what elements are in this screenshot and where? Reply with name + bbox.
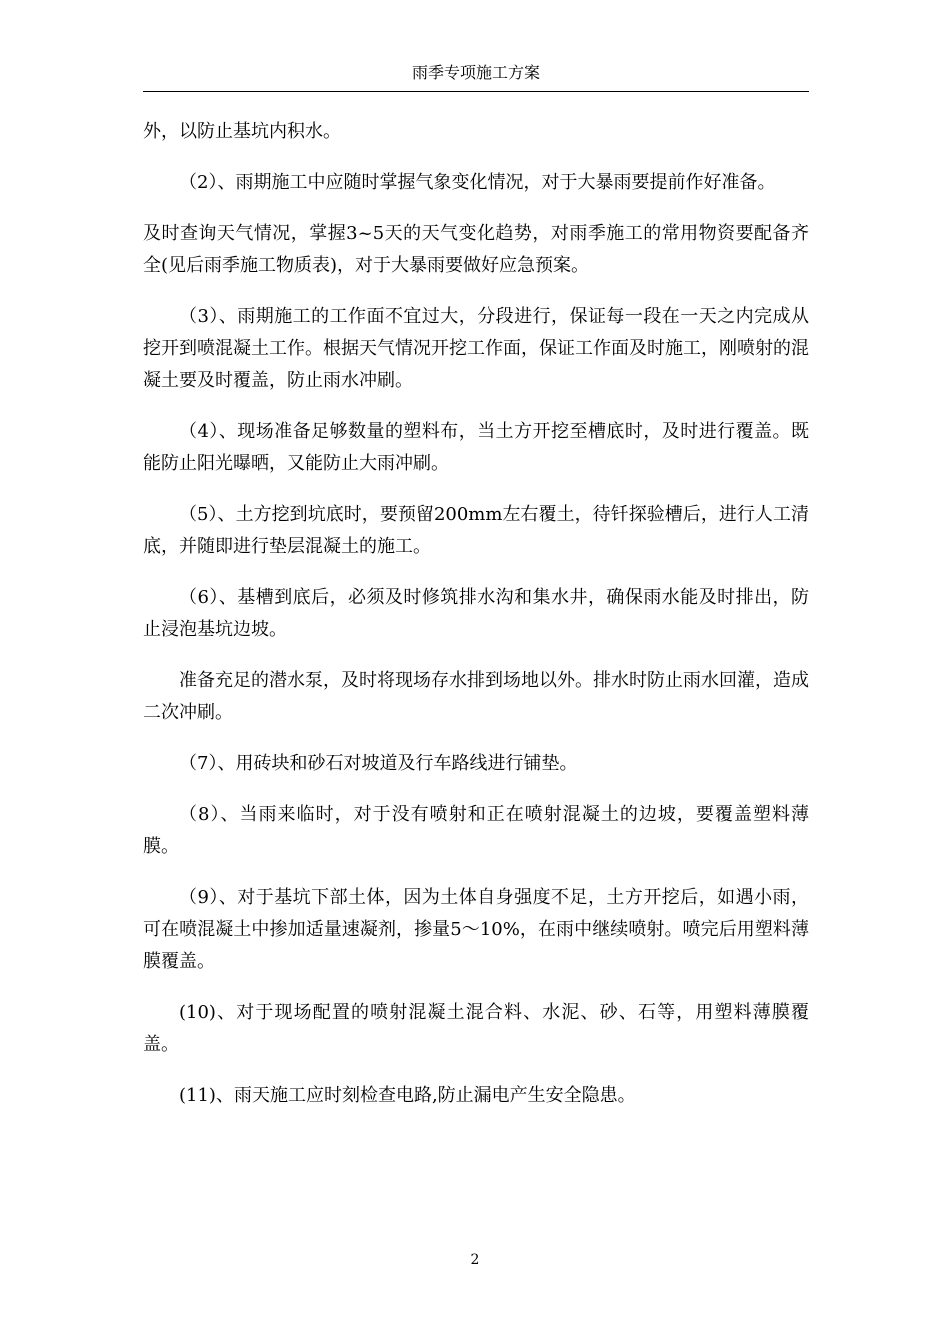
paragraph-12: (11)、雨天施工应时刻检查电路,防止漏电产生安全隐患。 [179, 1085, 636, 1106]
document-body [143, 116, 809, 1131]
paragraph-0: 外，以防止基坑内积水。 [143, 121, 341, 142]
paragraph-11: (10)、对于现场配置的喷射混凝土混合料、水泥、砂、石等，用塑料薄膜覆盖。 [143, 1002, 809, 1055]
paragraph-6: （6）、基槽到底后，必须及时修筑排水沟和集水井，确保雨水能及时排出，防止浸泡基坑边坡。 [143, 587, 809, 640]
header-divider [143, 91, 809, 92]
paragraph-3: （3）、雨期施工的工作面不宜过大，分段进行，保证每一段在一天之内完成从挖开到喷混凝土工作。根据天气情况开挖工作面，保证工作面及时施工，刚喷射的混凝土要及时覆盖，防止雨水冲刷。 [143, 306, 809, 391]
page-header-title: 雨季专项施工方案 [411, 63, 540, 82]
paragraph-2: 及时查询天气情况，掌握3~5天的天气变化趋势，对雨季施工的常用物资要配备齐全(见后雨季施工物质表)，对于大暴雨要做好应急预案。 [143, 223, 809, 276]
paragraph-9: （8）、当雨来临时，对于没有喷射和正在喷射混凝土的边坡，要覆盖塑料薄膜。 [143, 804, 809, 857]
paragraph-5: （5）、土方挖到坑底时，要预留200mm左右覆土，待钎探验槽后，进行人工清底，并随即进行垫层混凝土的施工。 [143, 504, 809, 557]
paragraph-4: （4）、现场准备足够数量的塑料布，当土方开挖至槽底时，及时进行覆盖。既能防止阳光曝晒，又能防止大雨冲刷。 [143, 421, 809, 474]
paragraph-8: （7）、用砖块和砂石对坡道及行车路线进行铺垫。 [179, 753, 578, 774]
page-number: 2 [470, 1252, 480, 1268]
paragraph-1: （2）、雨期施工中应随时掌握气象变化情况，对于大暴雨要提前作好准备。 [179, 172, 776, 193]
paragraph-7: 准备充足的潜水泵，及时将现场存水排到场地以外。排水时防止雨水回灌，造成二次冲刷。 [143, 670, 809, 723]
paragraph-10: （9）、对于基坑下部土体，因为土体自身强度不足，土方开挖后，如遇小雨，可在喷混凝土中掺加适量速凝剂，掺量5～10%，在雨中继续喷射。喷完后用塑料薄膜覆盖。 [143, 887, 809, 972]
